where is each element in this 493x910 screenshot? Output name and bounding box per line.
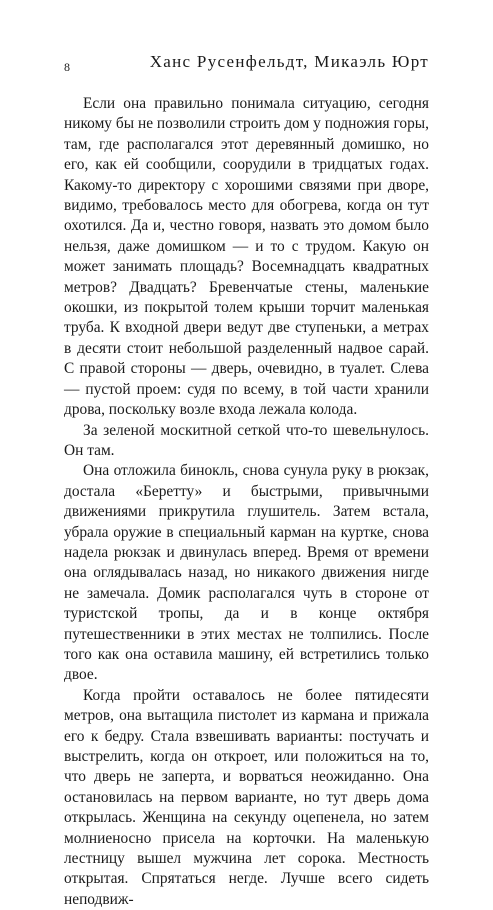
paragraph-4: Когда пройти оставалось не более пятидесяти метров, она вытащила пистолет из кармана и прижала его к бедру. Стала взвешивать варианты: постучать и выстрелить, когда он откроет, или положиться на то, что дверь не заперта, и ворваться неожиданно. Она остановилась на первом варианте, но тут дверь дома открылась. Женщина на секунду оцепенела, но затем молниеносно присела на корточки. На маленькую лестницу вышел мужчина лет сорока. Местность открытая. Спрятаться негде. Лучше всего сидеть неподвиж- — [64, 686, 429, 908]
body-text — [64, 94, 429, 910]
paragraph-1: Если она правильно понимала ситуацию, сегодня никому бы не позволили строить дом у подножия горы, там, где располагался этот деревянный домишко, но его, как ей сообщили, соорудили в тридцатых годах. Какому-то директору с хорошими связями при дворе, видимо, требовалось место для обогрева, когда он тут охотился. Да и, честно говоря, назвать это домом было нельзя, даже домишком — и то с трудом. Какую он может занимать площадь? Восемнадцать квадратных метров? Двадцать? Бревенчатые стены, маленькие окошки, из покрытой толем крыши торчит маленькая труба. К входной двери ведут две ступеньки, а метрах в десяти стоит небольшой разделенный надвое сарай. С правой стороны — дверь, очевидно, в туалет. Слева — пустой проем: судя по всему, в той части хранили дрова, поскольку возле входа лежала колода. — [64, 95, 429, 419]
running-title: Ханс Русенфельдт, Микаэль Юрт — [149, 52, 429, 71]
page-number: 8 — [64, 60, 70, 74]
running-header — [64, 52, 429, 74]
paragraph-3: Она отложила бинокль, снова сунула руку в рюкзак, достала «Беретту» и быстрыми, привычными движениями прикрутила глушитель. Затем встала, убрала оружие в специальный карман на куртке, снова надела рюкзак и двинулась вперед. Время от времени она оглядывалась назад, но никакого движения нигде не замечала. Домик располагался чуть в стороне от туристской тропы, да и в конце октября путешественники в этих местах не толпились. После того как она оставила машину, ей встретились только двое. — [64, 462, 429, 684]
paragraph-2: За зеленой москитной сеткой что-то шевельнулось. Он там. — [64, 421, 429, 459]
